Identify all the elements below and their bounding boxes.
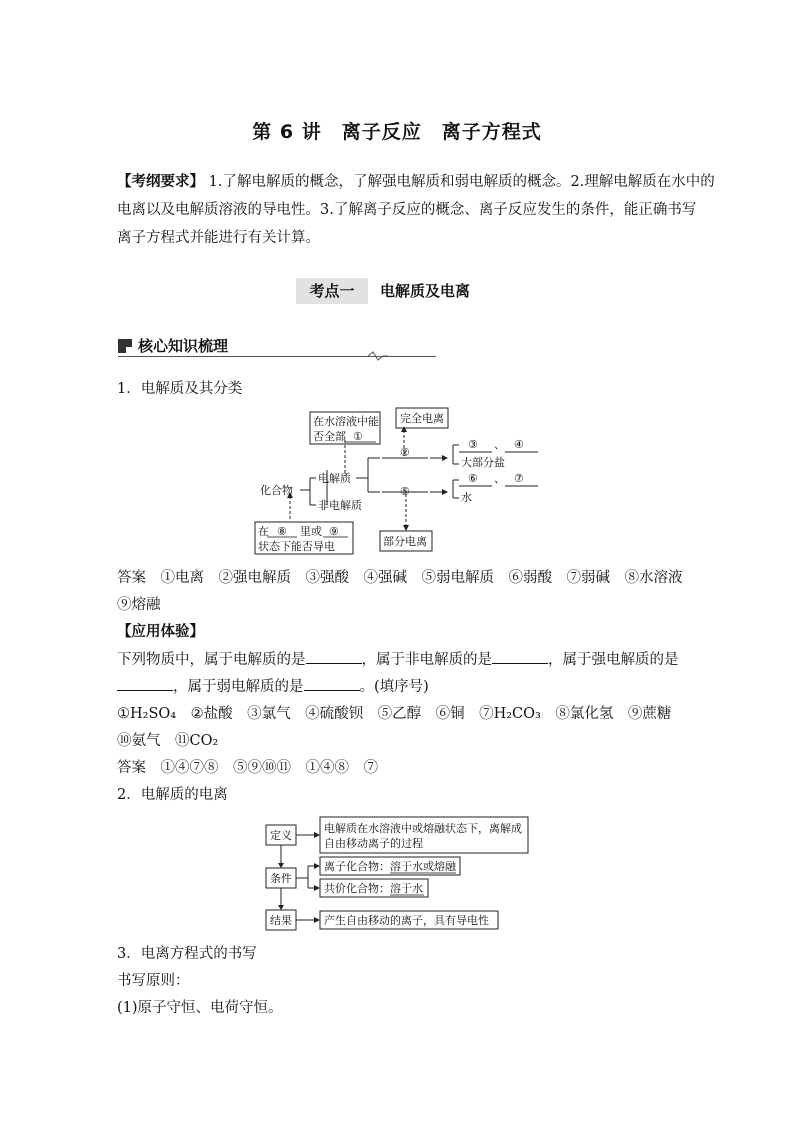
requirements-line-2: 电离以及电解质溶液的导电性。3.了解离子反应的概念、离子反应发生的条件，能正确书写 [117, 202, 697, 218]
item1-answer-line1 [117, 568, 683, 588]
kaodian-title: 电解质及电离 [380, 282, 471, 300]
blank-4 [304, 676, 360, 691]
principle-label: 书写原则： [117, 973, 190, 989]
practice-label: 【应用体验】 [117, 623, 204, 640]
divider-wave-icon [368, 350, 388, 362]
box-bottom-middle: 里或 [300, 525, 322, 538]
separator-2: 、 [494, 472, 505, 485]
requirements-text-1: 1.了解电解质的概念，了解强电解质和弱电解质的概念。2.理解电解质在水中的 [208, 174, 715, 190]
item1-answer-line2: ⑨熔融 [117, 597, 161, 613]
q-c: ，属于强电解质的是 [548, 652, 679, 668]
answer-text-1: ①电离 ②强电解质 ③强酸 ④强碱 ⑤弱电解质 ⑥弱酸 ⑦弱碱 ⑧水溶液 [160, 570, 683, 586]
requirements-line-3: 离子方程式并能进行有关计算。 [117, 230, 320, 246]
compound-label: 化合物 [260, 484, 293, 497]
requirements-label: 【考纲要求】 [117, 173, 204, 190]
requirements-line-1 [117, 172, 715, 192]
section-title: 核心知识梳理 [138, 337, 229, 355]
q-e: 。(填序号) [359, 679, 429, 695]
practice-question-line1 [117, 649, 679, 670]
q-d: ，属于弱电解质的是 [173, 679, 304, 695]
box-bottom-prefix: 在 [258, 525, 269, 538]
definition-text-2: 自由移动离子的过程 [324, 837, 423, 850]
blank-1 [306, 649, 362, 664]
circle-num-9: ⑨ [329, 525, 339, 538]
covalent-label: 共价化合物： [324, 882, 390, 895]
q-a: 下列物质中，属于电解质的是 [117, 652, 306, 668]
circle-num-7: ⑦ [514, 472, 524, 485]
page-title: 第 6 讲 离子反应 离子方程式 [252, 121, 542, 143]
definition-label: 定义 [270, 829, 292, 842]
definition-text-1: 电解质在水溶液中或熔融状态下，离解成 [324, 822, 522, 835]
condition-label: 条件 [270, 872, 292, 885]
ionic-label: 离子化合物： [324, 860, 390, 873]
blank-3 [117, 676, 173, 691]
box-bottom-line2: 状态下能否导电 [258, 540, 335, 553]
item2-heading: 2．电解质的电离 [117, 787, 228, 803]
practice-answer [117, 758, 378, 778]
salt-label: 大部分盐 [461, 456, 505, 469]
partial-ionization-label: 部分电离 [383, 535, 427, 548]
kaodian-tag: 考点一 [296, 278, 368, 304]
complete-ionization-label: 完全电离 [400, 412, 444, 425]
q-b: ，属于非电解质的是 [361, 652, 492, 668]
circle-num-8: ⑧ [277, 525, 287, 538]
practice-answer-text: ①④⑦⑧ ⑤⑨⑩⑪ ①④⑧ ⑦ [160, 760, 378, 776]
nonelectrolyte-label: 非电解质 [318, 499, 362, 512]
circle-num-5: ⑤ [400, 485, 410, 498]
electrolyte-label: 电解质 [318, 472, 351, 485]
box-top-line2: 否全部 [313, 430, 346, 443]
circle-num-3: ③ [468, 438, 478, 451]
item3-heading: 3．电离方程式的书写 [117, 946, 257, 962]
circle-num-6: ⑥ [468, 472, 478, 485]
section-square-icon [118, 339, 132, 353]
rule-1: (1)原子守恒、电荷守恒。 [117, 1000, 283, 1016]
practice-answer-label: 答案 [117, 760, 146, 776]
covalent-value: 溶于水 [390, 882, 423, 895]
separator-1: 、 [494, 438, 505, 451]
circle-num-2: ② [400, 446, 410, 459]
water-label: 水 [461, 491, 472, 504]
blank-2 [492, 649, 548, 664]
practice-question-line2 [117, 676, 429, 697]
section-divider [118, 356, 436, 357]
practice-items-line2: ⑩氨气 ⑪CO₂ [117, 733, 219, 749]
ionic-value: 溶于水或熔融 [390, 860, 456, 873]
result-label: 结果 [270, 914, 292, 927]
item1-heading: 1．电解质及其分类 [117, 381, 243, 397]
ionization-diagram [262, 812, 542, 936]
circle-num-4: ④ [514, 438, 524, 451]
practice-items-line1: ①H₂SO₄ ②盐酸 ③氯气 ④硫酸钡 ⑤乙醇 ⑥铜 ⑦H₂CO₃ ⑧氯化氢 ⑨蔗糖 [117, 706, 672, 722]
answer-label: 答案 [117, 570, 146, 586]
result-text: 产生自由移动的离子，具有导电性 [324, 914, 489, 927]
circle-num-1: ① [353, 430, 363, 443]
electrolyte-classification-diagram [240, 400, 560, 560]
box-top-line1: 在水溶液中能 [313, 415, 379, 428]
